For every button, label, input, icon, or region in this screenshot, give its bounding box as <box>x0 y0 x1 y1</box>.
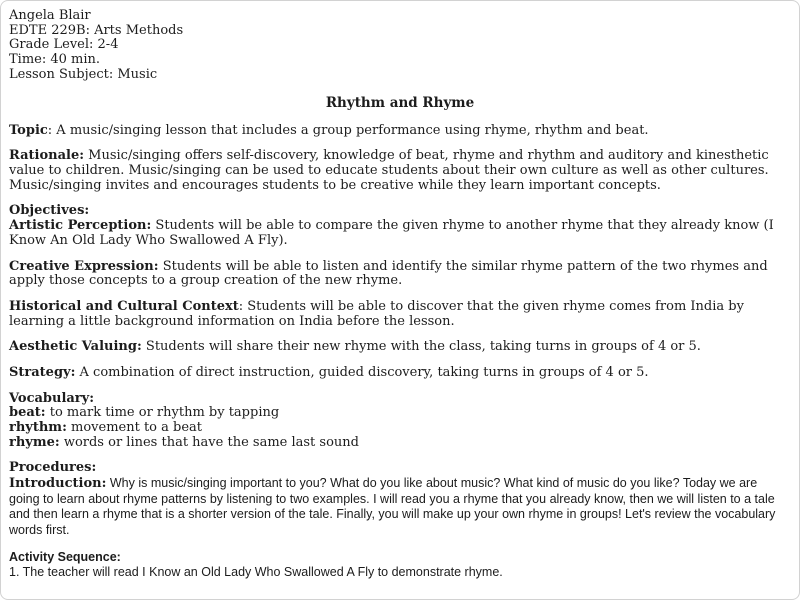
course-name: EDTE 229B: Arts Methods <box>9 22 184 38</box>
introduction-paragraph <box>9 476 791 539</box>
objectives-heading-label: Objectives: <box>9 203 90 219</box>
strategy-label: Strategy: <box>9 364 76 380</box>
vocab-rhythm-text: movement to a beat <box>66 420 203 435</box>
objectives-group <box>9 204 791 248</box>
topic-label: Topic <box>9 122 48 138</box>
strategy-paragraph <box>9 366 791 381</box>
creative-expression-label: Creative Expression: <box>9 258 159 274</box>
activity-sequence-heading <box>9 550 791 566</box>
introduction-label: Introduction: <box>9 476 107 492</box>
procedures-heading-label: Procedures: <box>9 460 97 476</box>
aesthetic-valuing-text: Students will share their new rhyme with the class, taking turns in groups of 4 or 5. <box>141 339 701 355</box>
artistic-perception-paragraph <box>9 219 791 248</box>
vocabulary-heading-label: Vocabulary: <box>9 390 95 406</box>
vocab-rhythm-line <box>9 421 791 436</box>
aesthetic-valuing-paragraph <box>9 340 791 355</box>
topic-paragraph <box>9 124 791 139</box>
historical-context-label: Historical and Cultural Context <box>9 298 239 314</box>
introduction-text: Why is music/singing important to you? What do you like about music? What kind of music do you like? Today we are going to learn about rhyme patterns by listening to two examples. I will read you a rhyme that you already know, then we will listen to a tale and then learn a rhyme that is a shorter version of the tale. Finally, you will make up your own rhyme in groups! Let's review the vocabulary words first. <box>9 476 776 538</box>
artistic-perception-label: Artistic Perception: <box>9 218 152 234</box>
author-name: Angela Blair <box>9 8 91 23</box>
historical-context-paragraph <box>9 300 791 329</box>
grade-level: Grade Level: 2-4 <box>9 37 119 53</box>
page-title: Rhythm and Rhyme <box>325 95 475 112</box>
procedures-heading <box>9 461 791 476</box>
rationale-label: Rationale: <box>9 148 85 164</box>
creative-expression-text: Students will be able to listen and identify the similar rhyme pattern of the two rhymes and apply those concepts to a group creation of the new rhyme. <box>9 258 768 289</box>
vocabulary-heading <box>9 392 791 407</box>
vocab-rhythm-label: rhythm: <box>9 420 67 435</box>
aesthetic-valuing-label: Aesthetic Valuing: <box>9 339 142 355</box>
document-header <box>9 9 791 82</box>
vocab-rhyme-text: words or lines that have the same last sound <box>59 434 359 450</box>
time-duration: Time: 40 min. <box>9 52 101 68</box>
rationale-paragraph <box>9 149 791 193</box>
vocab-beat-label: beat: <box>9 405 46 421</box>
historical-context-text: : Students will be able to discover that the given rhyme comes from India by learning a little background information on India before the lesson. <box>9 298 744 329</box>
activity-sequence-heading-label: Activity Sequence: <box>9 549 121 564</box>
strategy-text: A combination of direct instruction, guided discovery, taking turns in groups of 4 or 5. <box>75 364 649 380</box>
procedures-group <box>9 461 791 538</box>
artistic-perception-text: Students will be able to compare the given rhyme to another rhyme that they already know (I Know An Old Lady Who Swallowed A Fly). <box>9 218 774 248</box>
vocab-beat-line <box>9 406 791 421</box>
objectives-heading <box>9 204 791 219</box>
vocabulary-group <box>9 392 791 451</box>
rationale-text: Music/singing offers self-discovery, knowledge of beat, rhyme and rhythm and auditory and kinesthetic value to children. Music/singing can be used to educate students about their own culture as well as other cultures. Music/singing invites and encourages students to be creative while they learn important concepts. <box>9 148 769 193</box>
vocab-rhyme-label: rhyme: <box>9 434 60 450</box>
topic-text: : A music/singing lesson that includes a group performance using rhyme, rhythm and beat. <box>47 122 649 138</box>
activity-sequence-item: 1. The teacher will read I Know an Old Lady Who Swallowed A Fly to demonstrate rhyme. <box>9 565 503 580</box>
activity-sequence-group <box>9 550 791 581</box>
lesson-subject: Lesson Subject: Music <box>9 66 158 82</box>
vocab-beat-text: to mark time or rhythm by tapping <box>45 405 280 421</box>
vocab-rhyme-line <box>9 436 791 451</box>
creative-expression-paragraph <box>9 260 791 289</box>
